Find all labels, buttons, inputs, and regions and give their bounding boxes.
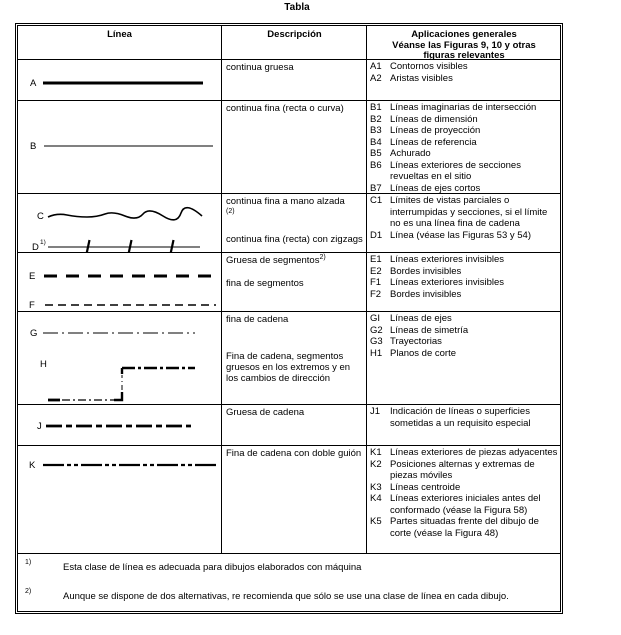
app-code: A1 xyxy=(370,61,382,72)
description-cell-k xyxy=(222,446,367,553)
description-cell-b xyxy=(222,101,367,193)
thick-corner-segment xyxy=(114,392,122,400)
app-text: Líneas exteriores de piezas adyacentes xyxy=(390,447,558,458)
line-label-g: G xyxy=(30,328,38,339)
line-sample-cell-gh xyxy=(18,312,222,404)
line-label-c: C xyxy=(37,211,44,222)
application-item xyxy=(370,73,558,85)
application-item xyxy=(370,277,558,289)
app-code: F2 xyxy=(370,288,382,300)
header-aplicaciones-line2: Véanse las Figuras 9, 10 y otras xyxy=(392,39,536,51)
applications-cell-gh xyxy=(367,312,560,404)
app-code: B4 xyxy=(370,136,382,148)
line-sample-cell-b xyxy=(18,101,222,193)
application-item xyxy=(370,61,558,73)
application-item xyxy=(370,516,558,539)
description-cell-cd xyxy=(222,194,367,252)
app-code: B6 xyxy=(370,159,382,171)
header-aplicaciones-line3: figuras relevantes xyxy=(423,50,505,59)
app-code: K4 xyxy=(370,493,382,504)
app-text: Líneas exteriores de secciones revueltas en el sitio xyxy=(390,159,521,182)
line-sample-cd xyxy=(18,194,221,252)
line-label-j: J xyxy=(37,421,42,432)
app-text: Líneas de dimensión xyxy=(390,113,478,125)
line-sample-gh xyxy=(18,312,221,404)
applications-cell-a xyxy=(367,60,560,100)
page-title: Tabla xyxy=(284,2,310,13)
app-text: Líneas imaginarias de intersección xyxy=(390,102,537,113)
app-text: Líneas centroide xyxy=(390,481,461,493)
app-text: Aristas visibles xyxy=(390,72,453,84)
footnotes-row xyxy=(18,554,560,611)
table-row-b xyxy=(18,101,560,194)
application-item xyxy=(370,289,558,301)
app-text: Línea (véase las Figuras 53 y 54) xyxy=(390,229,531,241)
description-cell-ef xyxy=(222,253,367,311)
app-text: Líneas de simetría xyxy=(390,324,469,336)
application-item xyxy=(370,493,558,516)
app-code: B1 xyxy=(370,102,382,113)
description-text xyxy=(226,255,363,266)
header-linea: Línea xyxy=(18,26,222,59)
app-code: K5 xyxy=(370,516,382,527)
application-item xyxy=(370,348,558,360)
description-text-main: Gruesa de segmentos xyxy=(226,255,320,266)
line-sample-cell-j xyxy=(18,405,222,445)
description-text: Fina de cadena con doble guión xyxy=(226,448,362,459)
applications-cell-k xyxy=(367,446,560,553)
app-text: Partes situadas frente del dibujo de corte (véase la Figura 48) xyxy=(390,516,539,539)
application-item xyxy=(370,137,558,149)
app-code: B5 xyxy=(370,148,382,159)
footnote-1: 1) Esta clase de línea es adecuada para dibujos elaborados con máquina xyxy=(25,559,362,573)
description-footnote-marker: (2) xyxy=(226,208,235,215)
description-text: continua fina (recta) con zigzags xyxy=(226,234,363,245)
application-item xyxy=(370,336,558,348)
table-row-a xyxy=(18,60,560,101)
description-text: fina de segmentos xyxy=(226,278,304,289)
application-item xyxy=(370,230,558,242)
application-item xyxy=(370,325,558,337)
line-sample-k xyxy=(18,446,221,553)
application-item xyxy=(370,195,558,230)
line-label-a: A xyxy=(30,78,37,89)
app-text: Contornos visibles xyxy=(390,61,468,72)
description-text: Gruesa de cadena xyxy=(226,407,305,418)
app-code: B2 xyxy=(370,113,382,125)
app-text: Líneas de ejes cortos xyxy=(390,182,481,193)
app-code: K3 xyxy=(370,481,382,493)
app-text: Bordes invisibles xyxy=(390,288,462,300)
app-text: Líneas exteriores invisibles xyxy=(390,254,505,265)
footnote-1-text: Esta clase de línea es adecuada para dibujos elaborados con máquina xyxy=(63,562,362,573)
app-text: Indicación de líneas o superficies sometidas a un requisito especial xyxy=(390,406,531,429)
app-code: G3 xyxy=(370,336,383,347)
app-code: J1 xyxy=(370,406,381,417)
zigzag-tick xyxy=(129,240,132,252)
description-text: Fina de cadena, segmentos gruesos en los extremos y en los cambios de dirección xyxy=(226,351,351,384)
app-code: H1 xyxy=(370,347,383,359)
table-row-k xyxy=(18,446,560,554)
line-sample-cell-cd xyxy=(18,194,222,252)
description-text: fina de cadena xyxy=(226,314,289,325)
app-text: Trayectorias xyxy=(390,336,442,347)
description-text: continua fina (recta o curva) xyxy=(226,103,344,114)
app-text: Líneas de referencia xyxy=(390,136,477,148)
header-descripcion: Descripción xyxy=(222,26,367,59)
app-text: Límites de vistas parciales o interrumpidas y secciones, si el límite no es una línea fina de cadena xyxy=(390,195,548,229)
application-item xyxy=(370,482,558,494)
app-text: Líneas exteriores iniciales antes del conformado (véase la Figura 58) xyxy=(390,493,541,516)
line-label-k: K xyxy=(29,460,36,471)
application-item xyxy=(370,125,558,137)
app-text: Posiciones alternas y extremas de piezas móviles xyxy=(390,458,535,481)
app-code: A2 xyxy=(370,72,382,84)
line-label-d: D xyxy=(32,242,39,252)
description-cell-a xyxy=(222,60,367,100)
line-sample-j xyxy=(18,405,221,445)
app-text: Líneas de proyección xyxy=(390,125,481,136)
applications-cell-b xyxy=(367,101,560,193)
applications-cell-cd xyxy=(367,194,560,252)
description-text: continua gruesa xyxy=(226,62,294,73)
line-types-table xyxy=(15,23,563,614)
app-code: G2 xyxy=(370,324,383,336)
application-item xyxy=(370,447,558,459)
applications-cell-ef xyxy=(367,253,560,311)
line-label-f: F xyxy=(29,300,35,311)
app-code: K2 xyxy=(370,458,382,470)
header-aplicaciones xyxy=(367,26,560,59)
app-code: GI xyxy=(370,313,381,324)
description-cell-gh xyxy=(222,312,367,404)
application-item xyxy=(370,406,558,429)
app-code: K1 xyxy=(370,447,382,458)
applications-cell-j xyxy=(367,405,560,445)
application-item xyxy=(370,183,558,194)
application-item xyxy=(370,254,558,266)
application-item xyxy=(370,114,558,126)
line-sample-cell-ef xyxy=(18,253,222,311)
app-code: E2 xyxy=(370,265,382,277)
line-sample-b xyxy=(18,101,221,193)
line-sample-a xyxy=(18,60,221,100)
app-text: Achurado xyxy=(390,148,431,159)
app-code: C1 xyxy=(370,195,383,206)
table-row-j xyxy=(18,405,560,446)
application-item xyxy=(370,148,558,160)
description-footnote-marker: 2) xyxy=(319,253,326,261)
app-text: Líneas exteriores invisibles xyxy=(390,277,505,288)
line-label-e: E xyxy=(29,271,36,282)
app-text: Bordes invisibles xyxy=(390,265,462,277)
freehand-wavy-line xyxy=(48,208,202,220)
table-row-cd xyxy=(18,194,560,253)
app-code: E1 xyxy=(370,254,382,265)
zigzag-tick xyxy=(87,240,90,252)
application-item xyxy=(370,459,558,482)
table-row-gh xyxy=(18,312,560,405)
line-label-h: H xyxy=(40,359,47,370)
app-code: D1 xyxy=(370,229,383,241)
line-label-d-sup: 1) xyxy=(40,239,46,246)
application-item xyxy=(370,102,558,114)
line-sample-cell-k xyxy=(18,446,222,553)
table-row-ef xyxy=(18,253,560,312)
application-item xyxy=(370,313,558,325)
application-item xyxy=(370,266,558,278)
table-header-row xyxy=(18,26,560,60)
line-sample-cell-a xyxy=(18,60,222,100)
app-code: F1 xyxy=(370,277,382,288)
description-cell-j xyxy=(222,405,367,445)
line-sample-ef xyxy=(18,253,221,311)
application-item xyxy=(370,160,558,183)
footnote-2: 2) Aunque se dispone de dos alternativas, re recomienda que sólo se use una clase de línea en cada dibujo. xyxy=(25,587,509,602)
app-code: B3 xyxy=(370,125,382,136)
footnote-2-text: Aunque se dispone de dos alternativas, re recomienda que sólo se use una clase de línea en cada dibujo. xyxy=(63,590,509,602)
app-text: Planos de corte xyxy=(390,347,457,359)
header-aplicaciones-line1: Aplicaciones generales xyxy=(411,29,517,40)
description-text: continua fina a mano alzada xyxy=(226,196,345,207)
zigzag-tick xyxy=(171,240,174,252)
app-text: Líneas de ejes xyxy=(390,313,452,324)
app-code: B7 xyxy=(370,182,382,193)
line-label-b: B xyxy=(30,141,37,152)
